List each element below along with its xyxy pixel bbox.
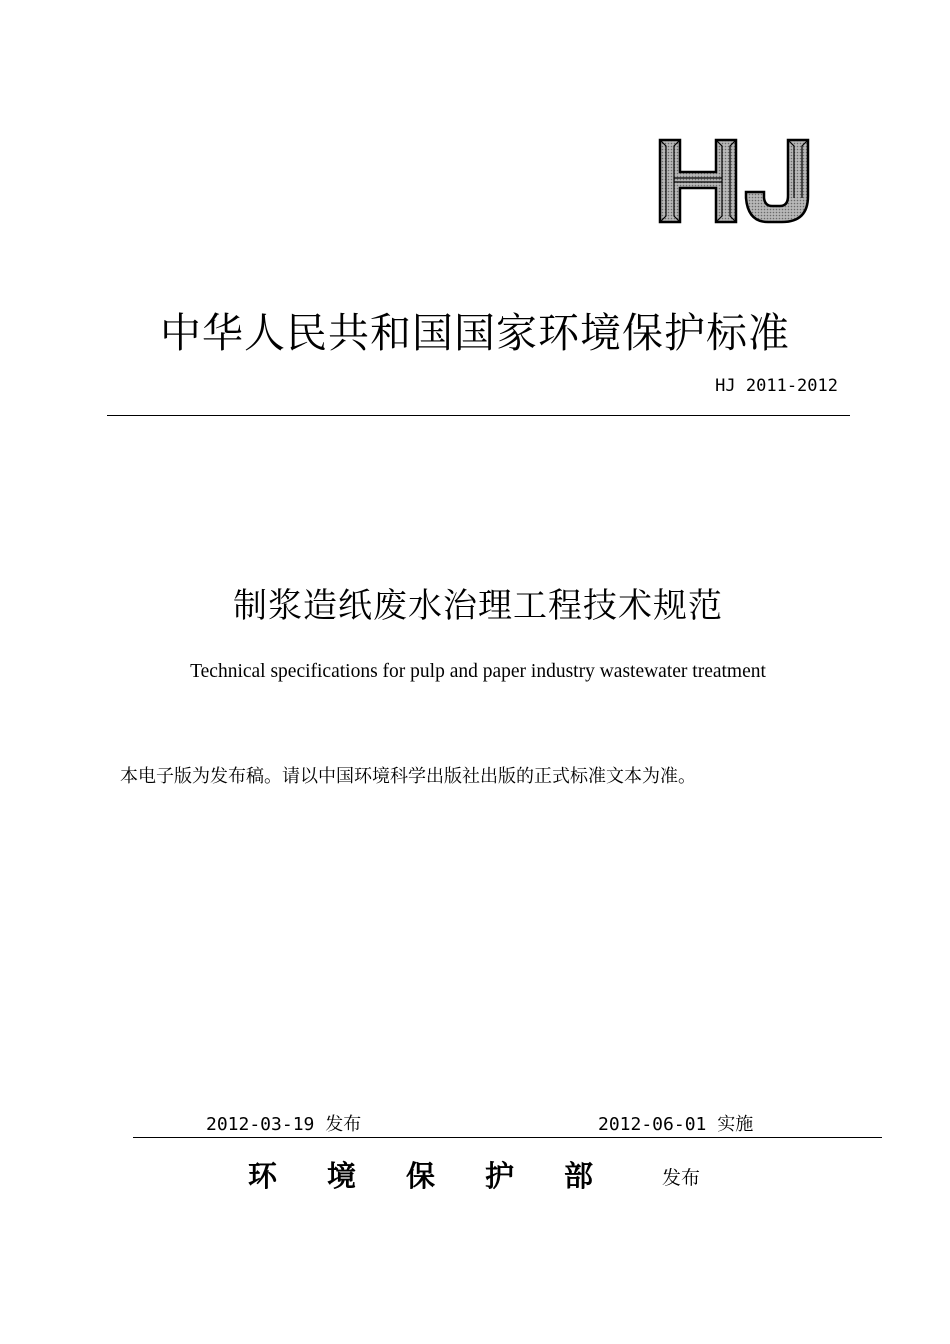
hj-logo [652, 136, 814, 226]
footer-divider [133, 1137, 882, 1138]
effective-date: 2012-06-01 实施 [598, 1114, 754, 1135]
standard-code: HJ 2011-2012 [715, 376, 838, 396]
header-divider [107, 415, 850, 416]
standard-name: 中华人民共和国国家环境保护标准 [160, 309, 790, 357]
edition-notice: 本电子版为发布稿。请以中国环境科学出版社出版的正式标准文本为准。 [120, 766, 696, 787]
publisher-suffix: 发布 [662, 1167, 701, 1189]
publisher-name: 环境保护部 [248, 1159, 644, 1193]
document-title-en: Technical specifications for pulp and paper industry wastewater treatment [190, 661, 766, 682]
issue-date: 2012-03-19 发布 [206, 1114, 362, 1135]
document-title-cn: 制浆造纸废水治理工程技术规范 [233, 586, 723, 626]
hj-logo-letter-j [746, 140, 808, 222]
hj-logo-letter-h [660, 140, 736, 222]
